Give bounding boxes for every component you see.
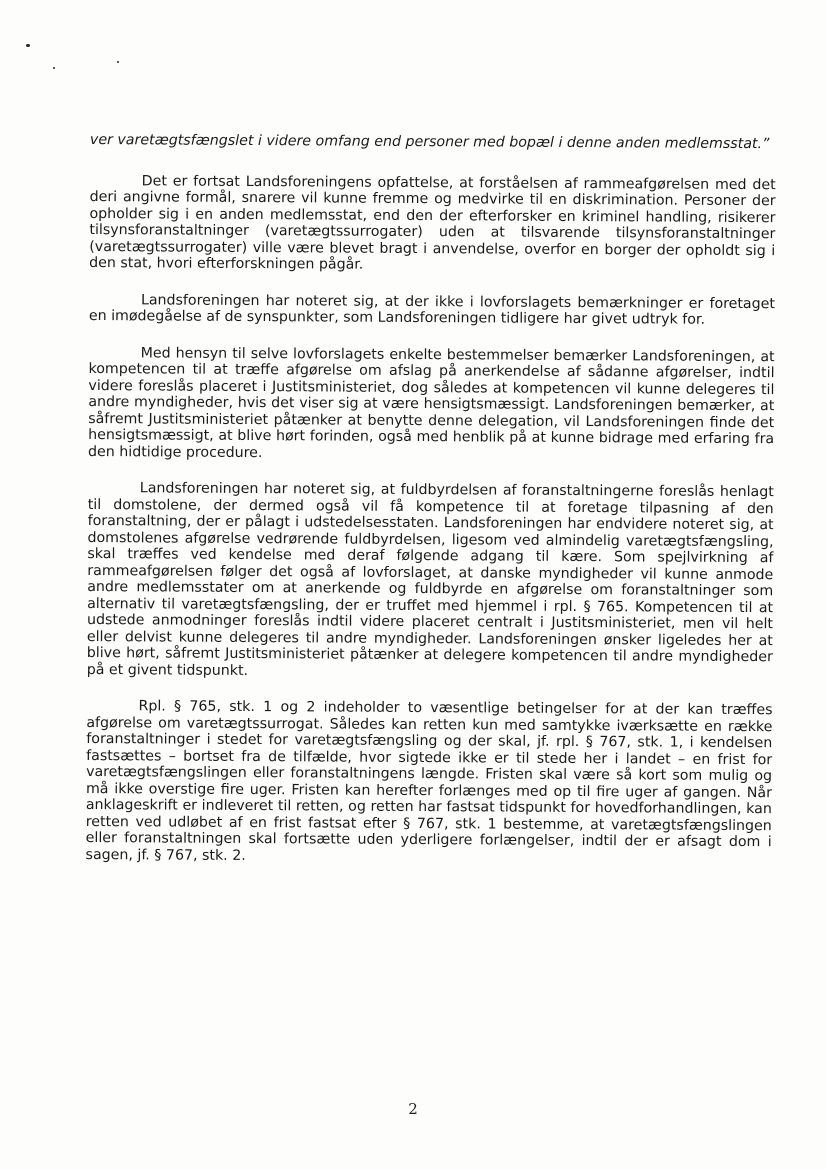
body-paragraph: Det er fortsat Landsforeningens opfattelse, at forståelsen af rammeafgørelsen med det deri angivne formål, snarere vil kunne fremme og medvirke til en diskrimination. Personer der opholder sig i en anden medlemsstat, end den der efterforsker en kriminel handling, risikerer tilsynsforanstaltninger (varetægtssurrogater) uden at tilsvarende tilsynsforanstaltninger (varetægtssurrogater) ville være blevet bragt i anvendelse, overfor en borger der opholdt sig i den stat, hvori efterforskningen pågår. — [89, 172, 776, 273]
document-body — [85, 132, 776, 887]
scan-speck — [26, 44, 30, 47]
body-paragraph: Med hensyn til selve lovforslagets enkelte bestemmelser bemærker Landsforeningen, at kompetencen til at træffe afgørelse om afslag på anerkendelse af sådanne afgørelser, indtil videre foreslås placeret i Justitsministeriet, dog således at kompetencen vil kunne delegeres til andre myndigheder, hvis det viser sig at være hensigtsmæssigt. Landsforeningen bemærker, at såfremt Justitsministeriet påtænker at benytte denne delegation, vil Landsforeningen finde det hensigtsmæssigt, at blive hørt forinden, også med henblik på at kunne bidrage med erfaring fra den hidtidige procedure. — [87, 344, 775, 461]
page-number: 2 — [408, 1100, 418, 1118]
body-paragraph: Landsforeningen har noteret sig, at fuldbyrdelsen af foranstaltningerne foreslås henlagt til domstolene, der dermed også vil få kompetence til at foretage tilpasning af den foranstaltning, der er pålagt i udstedelsesstaten. Landsforeningen har endvidere noteret sig, at domstolenes afgørelse vedrørende fuldbyrdelsen, ligesom ved almindelig varetægtsfængsling, skal træffes ved kendelse med deraf følgende adgang til kære. Som spejlvirkning af rammeafgørelsen følger det også af lovforslaget, at danske myndigheder vil kunne anmode andre medlemsstater om at anerkende og fuldbyrde en afgørelse om foranstaltninger som alternativ til varetægtsfængsling, der er truffet med hjemmel i rpl. § 765. Kompetencen til at udstede anmodninger foreslås indtil videre placeret centralt i Justitsministeriet, men vil helt eller delvist kunne delegeres til andre myndigheder. Landsforeningen ønsker ligeledes her at blive hørt, såfremt Justitsministeriet påtænker at delegere kompetencen til andre myndigheder på et givent tidspunkt. — [86, 480, 774, 679]
body-paragraph: Rpl. § 765, stk. 1 og 2 indeholder to væsentlige betingelser for at der kan træffes afgørelse om varetægtssurrogat. Således kan retten kun med samtykke iværksætte en række foranstaltninger i stedet for varetægtsfængsling og der skal, jf. rpl. § 767, stk. 1, i kendelsen fastsættes – bortset fra de tilfælde, hvor sigtede ikke er til stede her i landet – en frist for varetægtsfængslingen eller foranstaltningens længde. Fristen skal være så kort som mulig og må ikke overstige fire uger. Fristen kan herefter forlænges med op til fire uger af gangen. Når anklageskrift er indleveret til retten, og retten har fastsat tidspunkt for hovedforhandlingen, kan retten ved udløbet af en frist fastsat efter § 767, stk. 1 bestemme, at varetægtsfængslingen eller foranstaltningen skal fortsætte uden yderligere forlængelser, indtil der er afsagt dom i sagen, jf. § 767, stk. 2. — [85, 698, 773, 864]
scan-speck — [117, 61, 119, 63]
scan-speck — [53, 67, 55, 69]
body-paragraph: Landsforeningen har noteret sig, at der ikke i lovforslagets bemærkninger er foretaget en imødegåelse af de synspunkter, som Landsforeningen tidligere har givet udtryk for. — [88, 291, 776, 328]
quote-paragraph: ver varetægtsfængslet i videre omfang end personer med bopæl i denne anden medlemsstat.” — [89, 132, 770, 153]
